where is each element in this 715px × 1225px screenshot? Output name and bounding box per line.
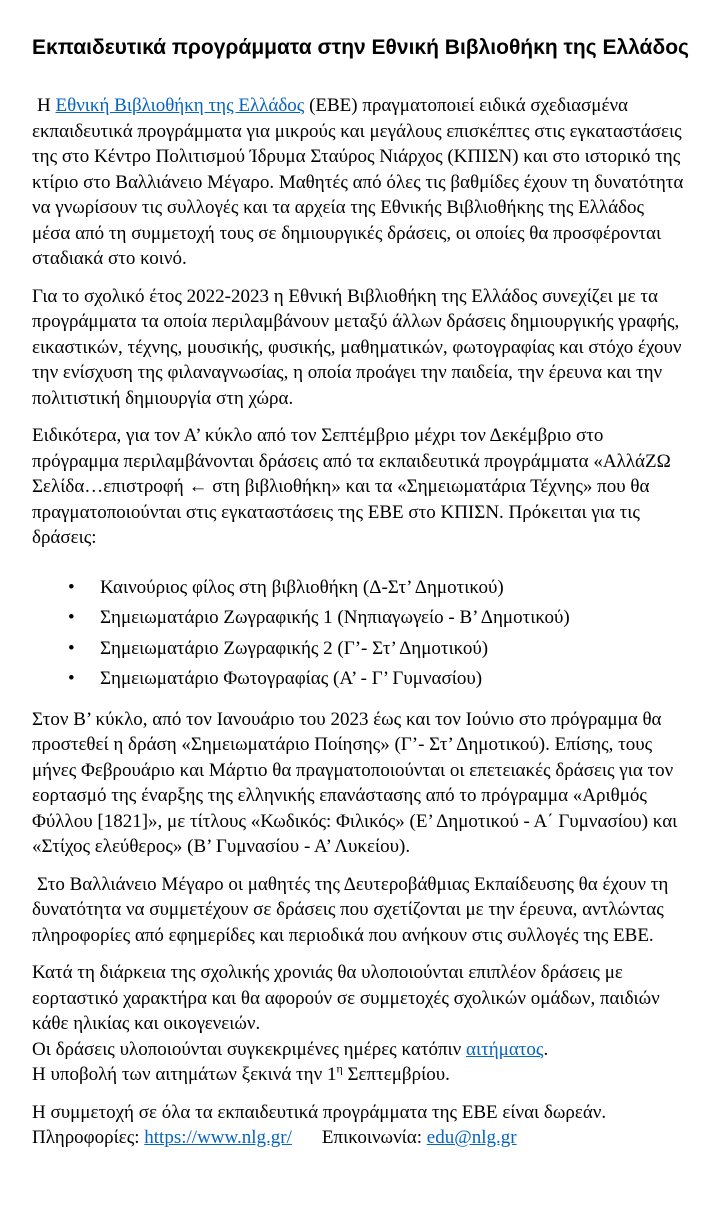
nlg-library-link[interactable]: Εθνική Βιβλιοθήκη της Ελλάδος [55, 95, 305, 116]
first-cycle-paragraph: Ειδικότερα, για τον Α’ κύκλο από τον Σεπτέμβριο μέχρι τον Δεκέμβριο στο πρόγραμμα περιλαμβάνονται δράσεις από τα εκπαιδευτικά προγράμματα «ΑλλάΖΩ Σελίδα…επιστροφή ← στη βιβλιοθήκη» και τα «Σημειωματάρια Τέχνης» που θα πραγματοποιούνται στις εγκαταστάσεις της ΕΒΕ στο ΚΠΙΣΝ. Πρόκειται για τις δράσεις: [32, 425, 671, 548]
activity-item: • Καινούριος φίλος στη βιβλιοθήκη (Δ-Στ’ Δημοτικού) [68, 573, 685, 604]
intro-text-prefix: Η [37, 95, 56, 116]
contact-label: Επικοινωνία: [321, 1127, 427, 1148]
activity-item: • Σημειωματάριο Ζωγραφικής 2 (Γ’- Στ’ Δημοτικού) [68, 634, 685, 665]
activity-item: • Σημειωματάριο Φωτογραφίας (Α’ - Γ’ Γυμνασίου) [68, 664, 685, 695]
submission-line-prefix: Η υποβολή των αιτημάτων ξεκινά την 1 [32, 1064, 337, 1085]
school-year-paragraph: Για το σχολικό έτος 2022-2023 η Εθνική Βιβλιοθήκη της Ελλάδος συνεχίζει με τα προγράμματα τα οποία περιλαμβάνουν μεταξύ άλλων δράσεις δημιουργικής γραφής, εικαστικών, τέχνης, μουσικής, φυσικής, μαθηματικών, φωτογραφίας και στόχο έχουν την ενίσχυση της φιλαναγνωσίας, η οποία προάγει την παιδεία, την έρευνα και την πολιτιστική δημιουργία στη χώρα. [32, 285, 682, 409]
submission-line-suffix: Σεπτεμβρίου. [342, 1064, 450, 1085]
request-line-suffix: . [543, 1038, 549, 1060]
free-participation-line: Η συμμετοχή σε όλα τα εκπαιδευτικά προγράμματα της ΕΒΕ είναι δωρεάν. [32, 1101, 607, 1123]
contact-email-link[interactable]: edu@nlg.gr [426, 1127, 517, 1148]
activity-item: • Σημειωματάριο Ζωγραφικής 1 (Νηπιαγωγείο - Β’ Δημοτικού) [68, 603, 685, 634]
document-title: Εκπαιδευτικά προγράμματα στην Εθνική Βιβλιοθήκη της Ελλάδος [32, 36, 689, 59]
festive-actions-paragraph [32, 960, 685, 1088]
info-label: Πληροφορίες: [32, 1127, 145, 1148]
activities-list [32, 573, 685, 695]
intro-text-suffix: (ΕΒΕ) πραγματοποιεί ειδικά σχεδιασμένα εκπαιδευτικά προγράμματα για μικρούς και μεγάλους επισκέπτες στις εγκαταστάσεις της στο Κέντρο Πολιτισμού Ίδρυμα Σταύρος Νιάρχος (ΚΠΙΣΝ) και στο ιστορικό της κτίριο στο Βαλλιάνειο Μέγαρο. Μαθητές από όλες τις βαθμίδες έχουν τη δυνατότητα να γνωρίσουν τις συλλογές και τα αρχεία της Εθνικής Βιβλιοθήκης της Ελλάδος μέσα από τη συμμετοχή τους σε δημιουργικές δράσεις, οι οποίες θα προσφέρονται σταδιακά στο κοινό. [32, 95, 684, 269]
festive-line1: Κατά τη διάρκεια της σχολικής χρονιάς θα υλοποιούνται επιπλέον δράσεις με εορταστικό χαρακτήρα και θα αφορούν σε συμμετοχές σχολικών ομάδων, παιδιών κάθε ηλικίας και οικογενειών. [32, 962, 660, 1034]
ordinal-superscript: η [336, 1061, 343, 1076]
intro-paragraph [32, 93, 685, 272]
second-cycle-paragraph: Στον Β’ κύκλο, από τον Ιανουάριο του 2023 έως και τον Ιούνιο στο πρόγραμμα θα προστεθεί η δράση «Σημειωματάριο Ποίησης» (Γ’- Στ’ Δημοτικού). Επίσης, τους μήνες Φεβρουάριο και Μάρτιο θα πραγματοποιούνται οι επετειακές δράσεις για τον εορτασμό της έναρξης της ελληνικής επανάστασης από το πρόγραμμα «Αριθμός Φύλλου [1821]», με τίτλους «Κωδικός: Φιλικός» (Ε’ Δημοτικού - Α΄ Γυμνασίου) και «Στίχος ελεύθερος» (Β’ Γυμνασίου - Α’ Λυκείου). [32, 708, 678, 857]
footer-paragraph [32, 1100, 685, 1151]
vallianeio-paragraph: Στο Βαλλιάνειο Μέγαρο οι μαθητές της Δευτεροβάθμιας Εκπαίδευσης θα έχουν τη δυνατότητα να συμμετέχουν σε δράσεις που σχετίζονται με την έρευνα, αντλώντας πληροφορίες από εφημερίδες και περιοδικά που ανήκουν στις συλλογές της ΕΒΕ. [32, 873, 669, 946]
request-link[interactable]: αιτήματος [466, 1038, 544, 1060]
nlg-website-link[interactable]: https://www.nlg.gr/ [144, 1127, 292, 1148]
request-line-prefix: Οι δράσεις υλοποιούνται συγκεκριμένες ημέρες κατόπιν [32, 1038, 467, 1060]
